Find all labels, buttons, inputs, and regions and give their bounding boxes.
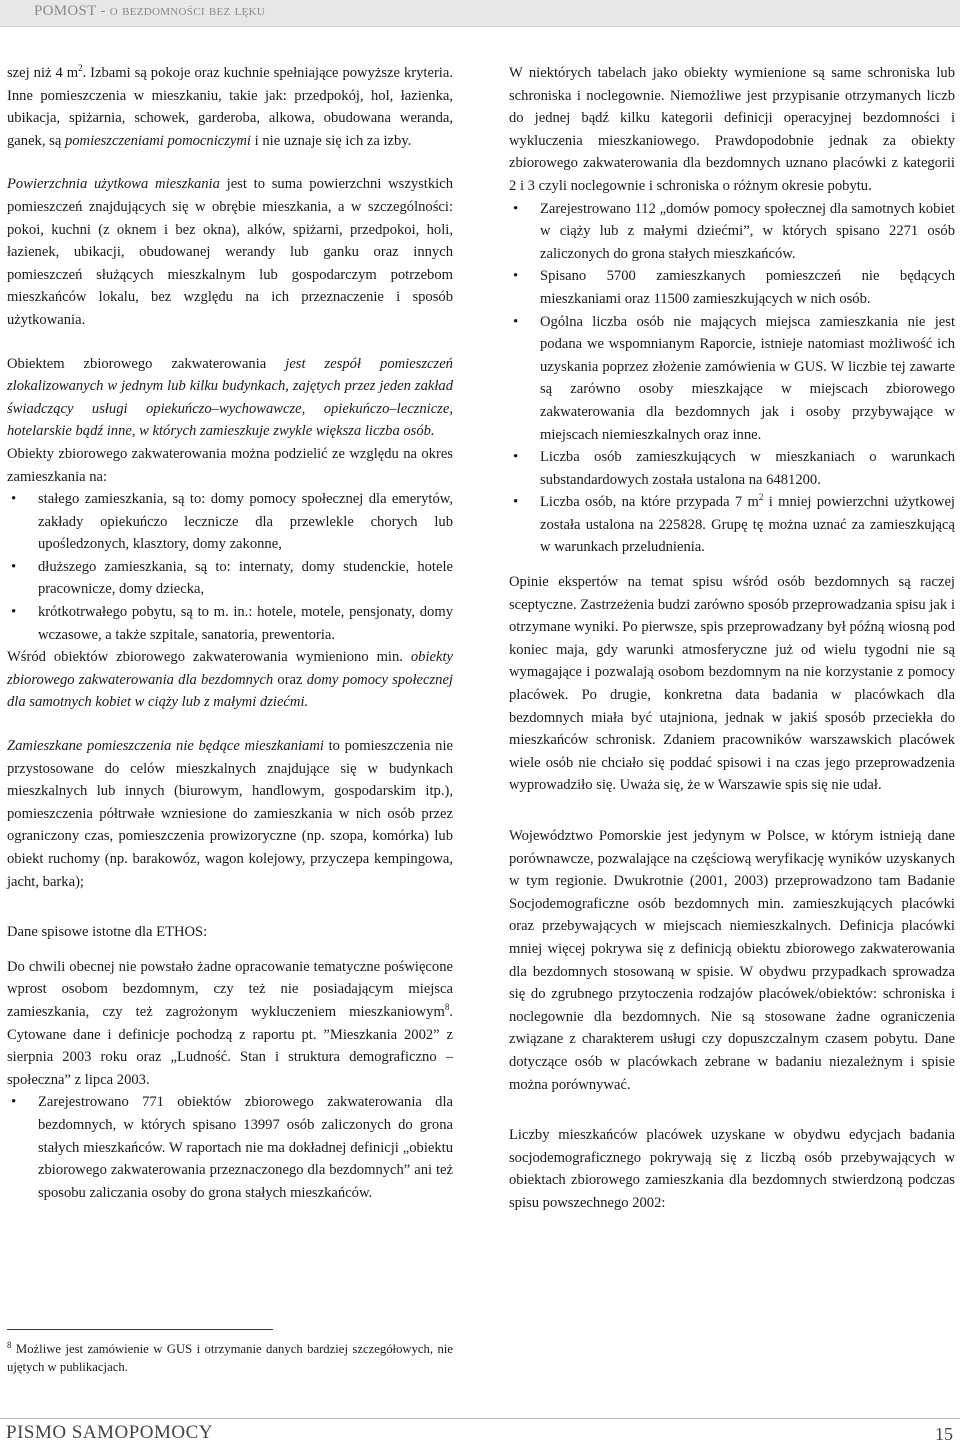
footnote-rule [7,1329,273,1330]
text: i mniej powierzchni użytkowej została ustalona na 225828. Grupę tę można uznać za zamieszkującą w warunkach przeludnienia. [540,494,955,556]
bullet-list [509,198,955,560]
emphasis: domy pomocy społecznej dla samotnych kobiet w ciąży lub z małymi dziećmi. [7,671,453,711]
emphasis: Powierzchnia użytkowa mieszkania [7,176,220,193]
paragraph: Opinie ekspertów na temat spisu wśród osób bezdomnych są raczej sceptyczne. Zastrzeżenia budzi zarówno sposób przeprowadzania spisu jak i otrzymane wyniki. Po pierwsze, spis przeprowadzany był późną wiosną pod koniec maja, gdy warunki atmosferyczne już od wielu tygodni nie są wymagające i pozwalają osobom bezdomnym na nie korzystanie z pomocy placówek. Po drugie, konkretna data badania w placówkach dla bezdomnych miała być utajniona, jednak w jakiś sposób przeciekła do mieszkańców schronisk. Zdaniem pracowników warszawskich placówek wiele osób nie chciało się poddać spisowi i na czas jego przeprowadzenia wyprowadziło się. Uważa się, że w Warszawie spis się nie udał. [509,574,955,794]
list-item [509,491,955,559]
list-item: • Liczba osób zamieszkujących w mieszkaniach o warunkach substandardowych została ustalona na 6481200. [509,446,955,491]
publication-title: PISMO SAMOPOMOCY [6,1422,214,1443]
bullet-list [7,488,453,646]
footnote-number: 8 [7,1339,12,1350]
paragraph [7,646,453,714]
footnote-text: Możliwe jest zamówienie w GUS i otrzymanie danych bardziej szczegółowych, nie ujętych w publikacjach. [7,1342,453,1374]
left-column [7,62,453,1204]
emphasis: Zamieszkane pomieszczenia nie będące mieszkaniami [7,738,324,755]
text: Do chwili obecnej nie powstało żadne opracowanie tematyczne poświęcone wprost osobom bezdomnym, czy też nie posiadającym miejsca zamieszkania, czy też zagrożonym wykluczeniem mieszkaniowym [7,958,453,1020]
emphasis: jest zespół pomieszczeń zlokalizowanych w jednym lub kilku budynkach, zajętych przez jeden zakład świadczący usługi opiekuńczo–wychowawcze, opiekuńczo–lecznicze, hotelarskie bądź inne, w których zamieszkuje zwykle większa liczba osób. [7,355,453,440]
emphasis: pomieszczeniami pomocniczymi [64,132,251,149]
paragraph [7,173,453,331]
list-item: • stałego zamieszkania, są to: domy pomocy społecznej dla emerytów, zakłady opiekuńczo lecznicze dla przewlekle chorych lub upośledzonych, klasztory, domy zakonne, [7,488,453,556]
footnote [7,1341,453,1376]
text: Wśród obiektów zbiorowego zakwaterowania wymieniono min. [7,649,411,666]
paragraph: Województwo Pomorskie jest jedynym w Polsce, w którym istnieją dane porównawcze, pozwalające na częściową weryfikację wyników uzyskanych w tym regionie. Dwukrotnie (2001, 2003) przeprowadzono tam Badanie Socjodemograficzne osób bezdomnych min. zamieszkujących placówki oraz przebywających w miejscach niemieszkalnych. Definicja placówki mniej więcej pokrywa się z definicją obiektu zbiorowego zakwaterowania dla bezdomnych stosowaną w spisie. W obydwu przypadkach sprowadza się do zgrubnego przytoczenia rodzajów placówek/obiektów: schroniska i noclegownie dla bezdomnych. Nie są stosowane żadne ograniczenia związane z charakterem usługi czy dopuszczalnym czasem pobytu. Dane dotyczące osób w placówkach zebrane w badaniu niezależnym i spisie można porównywać. [509,828,955,1093]
page-number: 15 [935,1424,953,1444]
paragraph [7,62,453,152]
list-item: • Zarejestrowano 112 „domów pomocy społecznej dla samotnych kobiet w ciąży lub z małymi dziećmi”, w których spisano 2271 osób zaliczonych do grona stałych mieszkańców. [509,198,955,266]
list-item: • krótkotrwałego pobytu, są to m. in.: hotele, motele, pensjonaty, domy wczasowe, a także szpitale, sanatoria, prewentoria. [7,601,453,646]
text: to pomieszczenia nie przystosowane do celów mieszkalnych znajdujące się w budynkach mieszkalnych lub innych (biurowym, handlowym, gospodarskim itp.), pomieszczenia półtrwałe wzniesione do zamieszkania w nich osób przez ograniczony czas, pomieszczenia prowizoryczne (np. szopa, komórka) lub obiekt ruchomy (np. barakowóz, wagon kolejowy, przyczepa kempingowa, jacht, barka); [7,738,453,890]
text: oraz [273,671,307,688]
paragraph [7,735,453,893]
text: Liczba osób, na które przypada 7 m [540,494,759,511]
paragraph: Liczby mieszkańców placówek uzyskane w obydwu edycjach badania socjodemograficznego pokrywają się z liczbą osób przebywających w obiektach zbiorowego zamieszkania dla bezdomnych stwierdzoną podczas spisu powszechnego 2002: [509,1127,955,1211]
list-item: • Ogólna liczba osób nie mających miejsca zamieszkania nie jest podana we wspomnianym Raporcie, istnieje natomiast możliwość ich uzyskania poprzez złożenie zamówienia w GUS. W liczbie tej zawarte są zarówno osoby mieszkające w miejscach zbiorowego zakwaterowania dla bezdomnych jak i osoby przybywające w miejscach niemieszkalnych oraz inne. [509,311,955,447]
paragraph [7,956,453,1092]
list-item: • Spisano 5700 zamieszkanych pomieszczeń nie będących mieszkaniami oraz 11500 zamieszkujących w nich osób. [509,265,955,310]
page-header [0,0,960,27]
emphasis: obiekty zbiorowego zakwaterowania dla bezdomnych [7,649,453,688]
text: i nie uznaje się ich za izby. [251,132,412,149]
text: Obiektem zbiorowego zakwaterowania [7,355,286,372]
list-item: • Zarejestrowano 771 obiektów zbiorowego zakwaterowania dla bezdomnych, w których spisano 13997 osób zaliczonych do grona stałych mieszkańców. W raportach nie ma dokładnej definicji „obiektu zbiorowego zakwaterowania przeznaczonego dla bezdomnych” ani też sposobu zaliczania osoby do grona stałych mieszkańców. [7,1091,453,1204]
paragraph: Obiekty zbiorowego zakwaterowania można podzielić ze względu na okres zamieszkania na: [7,445,453,485]
footnote-ref[interactable]: 8 [444,1002,450,1013]
text: jest to suma powierzchni wszystkich pomieszczeń znajdujących się w obrębie mieszkania, a w szczególności: pokoi, kuchni (z oknem i bez okna), alków, spiżarni, przedpokoi, holi, łazienek, ubikacji, obudowanej werandy lub ganku oraz innych pomieszczeń służących mieszkalnym lub gospodarczym potrzebom mieszkańców lokalu, bez względu na ich przeznaczenie i sposób użytkowania. [7,176,453,328]
text: szej niż 4 m [7,65,79,81]
superscript: 2 [758,492,764,503]
bullet-list [7,1091,453,1204]
paragraph [7,353,453,443]
superscript: 2 [78,63,83,74]
text: . Izbami są pokoje oraz kuchnie spełniające powyższe kryteria. Inne pomieszczenia w mieszkaniu, takie jak: przedpokój, hol, łazienka, ubikacja, spiżarnia, schowek, garderoba, alkowa, obudowana weranda, ganek, są [7,65,453,149]
section-label: Dane spisowe istotne dla ETHOS: [7,924,208,941]
paragraph: W niektórych tabelach jako obiekty wymienione są same schroniska lub schroniska i noclegownie. Niemożliwe jest przypisanie otrzymanych liczb do jednej bądź kilku kategorii definicji operacyjnej bezdomności i wykluczenia mieszkaniowego. Prawdopodobnie jednak za obiekty zbiorowego zakwaterowania dla bezdomnych uznano placówki z kategorii 2 i 3 czyli noclegownie i schroniska o różnym okresie pobytu. [509,65,955,194]
running-title: POMOST - o bezdomności bez lęku [34,3,266,19]
list-item: • dłuższego zamieszkania, są to: internaty, domy studenckie, hotele pracownicze, domy dziecka, [7,556,453,601]
text: . Cytowane dane i definicje pochodzą z raportu pt. ”Mieszkania 2002” z sierpnia 2003 roku oraz „Ludność. Stan i struktura demograficzno – społeczna” z lipca 2003. [7,1003,453,1088]
right-column [509,62,955,1215]
page-footer [0,1418,960,1448]
